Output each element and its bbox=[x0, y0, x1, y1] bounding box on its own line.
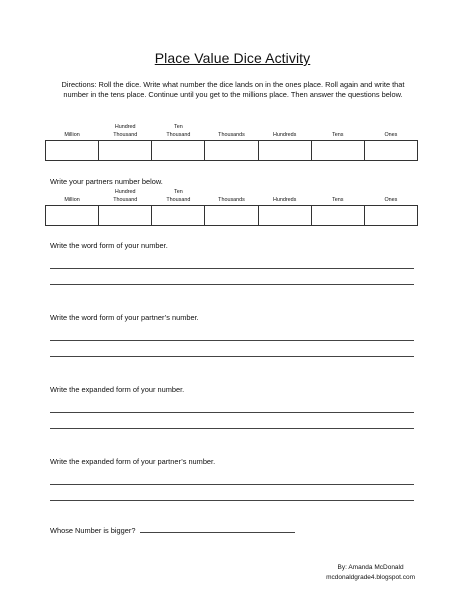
my-place-value-table bbox=[45, 121, 418, 161]
question-word-form-partner: Write the word form of your partner’s number. bbox=[50, 313, 199, 322]
partner-million-cell[interactable] bbox=[46, 206, 99, 226]
my-ones-cell[interactable] bbox=[364, 141, 417, 161]
question-expanded-form-partner: Write the expanded form of your partner’s number. bbox=[50, 457, 216, 466]
col-header-tens: Tens bbox=[332, 132, 344, 138]
my-hundreds-cell[interactable] bbox=[258, 141, 311, 161]
col-header-tens: Tens bbox=[332, 197, 344, 203]
col-header-million: Million bbox=[64, 132, 80, 138]
partner-thousands-cell[interactable] bbox=[205, 206, 258, 226]
col-header-ones: Ones bbox=[384, 197, 398, 203]
answer-line[interactable] bbox=[50, 412, 414, 413]
my-tens-cell[interactable] bbox=[311, 141, 364, 161]
col-header-thousands: Thousands bbox=[218, 197, 245, 203]
bigger-question-row bbox=[50, 525, 295, 535]
answer-line[interactable] bbox=[50, 356, 414, 357]
page-title: Place Value Dice Activity bbox=[154, 50, 311, 66]
col-header-thousands: Thousands bbox=[218, 132, 245, 138]
col-header-ten-thousand bbox=[152, 121, 205, 141]
answer-line[interactable] bbox=[50, 484, 414, 485]
answer-line[interactable] bbox=[50, 268, 414, 269]
col-header-hundred-thousand-text: Hundred Thousand bbox=[113, 124, 138, 138]
question-word-form-mine: Write the word form of your number. bbox=[50, 241, 168, 250]
partner-place-value-table bbox=[45, 186, 418, 226]
blog-url: mcdonaldgrade4.blogspot.com bbox=[326, 574, 415, 581]
bigger-answer-blank[interactable] bbox=[140, 525, 295, 533]
col-header-hundreds: Hundreds bbox=[272, 132, 297, 138]
answer-line[interactable] bbox=[50, 500, 414, 501]
author-credit: By: Amanda McDonald bbox=[337, 564, 404, 571]
answer-line[interactable] bbox=[50, 428, 414, 429]
my-ten-thousand-cell[interactable] bbox=[152, 141, 205, 161]
col-header-hundred-thousand-text: Hundred Thousand bbox=[113, 189, 138, 203]
answer-line[interactable] bbox=[50, 340, 414, 341]
bigger-question-label: Whose Number is bigger? bbox=[50, 526, 136, 535]
partner-tens-cell[interactable] bbox=[311, 206, 364, 226]
partner-ones-cell[interactable] bbox=[364, 206, 417, 226]
question-expanded-form-mine: Write the expanded form of your number. bbox=[50, 385, 185, 394]
partner-ten-thousand-cell[interactable] bbox=[152, 206, 205, 226]
col-header-ten-thousand-text: Ten Thousand bbox=[166, 124, 191, 138]
col-header-ten-thousand-text: Ten Thousand bbox=[166, 189, 191, 203]
col-header-ones: Ones bbox=[384, 132, 398, 138]
col-header-hundreds: Hundreds bbox=[272, 197, 297, 203]
col-header-hundred-thousand bbox=[99, 186, 152, 206]
col-header-ten-thousand bbox=[152, 186, 205, 206]
partner-hundreds-cell[interactable] bbox=[258, 206, 311, 226]
partner-hundred-thousand-cell[interactable] bbox=[99, 206, 152, 226]
directions-text: Directions: Roll the dice. Write what number the dice lands on in the ones place. Roll again and write that number in the tens place. Continue until you get to the millions place. Then answer the questions below. bbox=[61, 80, 405, 100]
partner-number-label: Write your partners number below. bbox=[50, 177, 163, 186]
col-header-million: Million bbox=[64, 197, 80, 203]
my-thousands-cell[interactable] bbox=[205, 141, 258, 161]
answer-line[interactable] bbox=[50, 284, 414, 285]
col-header-hundred-thousand bbox=[99, 121, 152, 141]
footer-credit bbox=[326, 563, 415, 583]
my-million-cell[interactable] bbox=[46, 141, 99, 161]
my-hundred-thousand-cell[interactable] bbox=[99, 141, 152, 161]
